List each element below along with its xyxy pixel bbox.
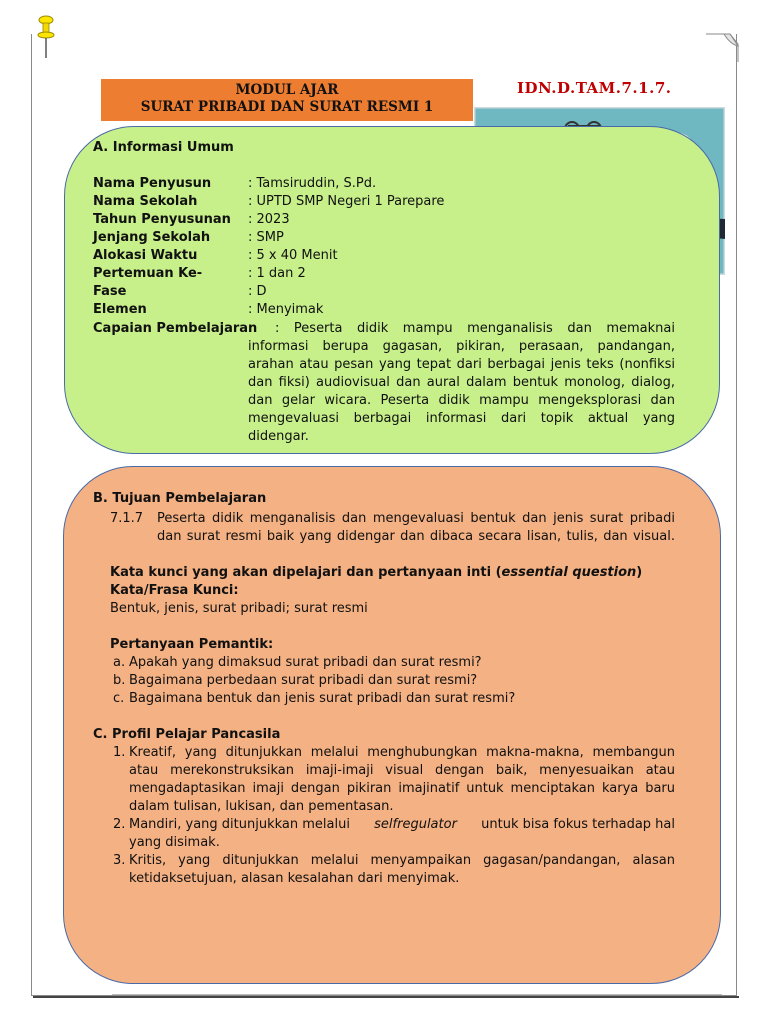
pemantik-question: Bagaimana bentuk dan jenis surat pribadi dan surat resmi? (129, 691, 516, 706)
info-value: : 5 x 40 Menit (248, 248, 338, 263)
profil-text-line: yang disimak. (129, 835, 220, 850)
pemantik-question: Apakah yang dimaksud surat pribadi dan surat resmi? (129, 655, 482, 670)
profil-heading: C. Profil Pelajar Pancasila (93, 727, 281, 742)
capaian-text-line: didengar. (248, 429, 309, 444)
capaian-label: Capaian Pembelajaran (93, 321, 258, 336)
info-label: Alokasi Waktu (93, 248, 198, 263)
bottom-rule (112, 994, 722, 995)
page-shadow (33, 996, 739, 998)
module-title-line1: MODUL AJAR (235, 82, 339, 98)
capaian-text-line: informasi berupa gagasan, pikiran, perasaan, pandangan, (248, 339, 675, 354)
profil-text: Mandiri, yang ditunjukkan melalui (129, 817, 350, 832)
capaian-text-line: mengevaluasi berbagai informasi dari topik aktual yang (248, 411, 675, 426)
info-value: : D (248, 284, 267, 299)
tujuan-text-line: Peserta didik menganalisis dan mengevaluasi bentuk dan jenis surat pribadi (157, 511, 675, 526)
info-label: Fase (93, 284, 127, 299)
pushpin-icon (36, 14, 56, 60)
capaian-text-line: arahan atau pesan yang tepat dari berbagai jenis teks (nonfiksi (248, 357, 675, 372)
module-title-banner (101, 79, 473, 121)
profil-text-line: Kritis, yang ditunjukkan melalui menyampaikan gagasan/pandangan, alasan (129, 853, 675, 868)
frasa-kunci-text: Bentuk, jenis, surat pribadi; surat resmi (110, 601, 368, 616)
profil-text-line: mengadaptasikan imaji dengan pikiran imajinatif untuk menciptakan karya baru (129, 781, 675, 796)
info-value: : Menyimak (248, 302, 324, 317)
info-label: Tahun Penyusunan (93, 212, 231, 227)
selfregulator-term: selfregulator (374, 817, 457, 832)
info-label: Nama Penyusun (93, 176, 212, 191)
profil-text-line: atau merekonstruksikan imaji-imaji visual dengan baik, menyesuaikan atau (129, 763, 675, 778)
info-value: : UPTD SMP Negeri 1 Parepare (248, 194, 445, 209)
pemantik-heading: Pertanyaan Pemantik: (110, 637, 274, 652)
info-value: : SMP (248, 230, 284, 245)
frasa-kunci-heading: Kata/Frasa Kunci: (110, 583, 239, 598)
info-value: : 1 dan 2 (248, 266, 306, 281)
profil-marker: 3. (113, 853, 126, 868)
profil-text-line: dalam tulisan, lukisan, dan pementasan. (129, 799, 394, 814)
profil-text-line: Kreatif, yang ditunjukkan melalui menghubungkan makna-makna, membangun (129, 745, 675, 760)
kata-kunci-heading (110, 564, 642, 582)
info-label: Elemen (93, 302, 147, 317)
page-curl-icon (700, 30, 740, 64)
capaian-text-line: : Peserta didik mampu menganalisis dan memaknai (275, 321, 675, 336)
tujuan-text-line: dan surat resmi baik yang didengar dan dibaca secara lisan, tulis, dan visual. (157, 529, 675, 544)
kata-kunci-text: Kata kunci yang akan dipelajari dan pertanyaan inti ( (110, 565, 502, 580)
pemantik-marker: a. (113, 655, 126, 670)
profil-text: untuk bisa fokus terhadap hal (481, 817, 675, 832)
pemantik-marker: c. (113, 691, 125, 706)
module-code: IDN.D.TAM.7.1.7. (517, 79, 672, 97)
capaian-text-line: dan fiksi) audiovisual dan aural dalam bentuk monolog, dialog, (248, 375, 675, 390)
capaian-text-line: dan gelar wicara. Peserta didik mampu mengeksplorasi dan (248, 393, 675, 408)
info-value: : 2023 (248, 212, 290, 227)
profil-marker: 1. (113, 745, 126, 760)
module-title-line2: SURAT PRIBADI DAN SURAT RESMI 1 (140, 99, 434, 115)
profil-text-line (129, 816, 675, 834)
profil-text-line: ketidaksetujuan, alasan kesalahan dari menyimak. (129, 871, 460, 886)
info-label: Pertemuan Ke- (93, 266, 203, 281)
informasi-umum-heading: A. Informasi Umum (93, 140, 234, 155)
tujuan-heading: B. Tujuan Pembelajaran (93, 491, 267, 506)
info-label: Jenjang Sekolah (93, 230, 211, 245)
info-label: Nama Sekolah (93, 194, 198, 209)
tujuan-number: 7.1.7 (110, 511, 144, 526)
kata-kunci-close: ) (636, 565, 643, 580)
profil-marker: 2. (113, 817, 126, 832)
essential-question-term: essential question (501, 565, 637, 580)
pemantik-question: Bagaimana perbedaan surat pribadi dan surat resmi? (129, 673, 478, 688)
pemantik-marker: b. (113, 673, 126, 688)
info-value: : Tamsiruddin, S.Pd. (248, 176, 377, 191)
